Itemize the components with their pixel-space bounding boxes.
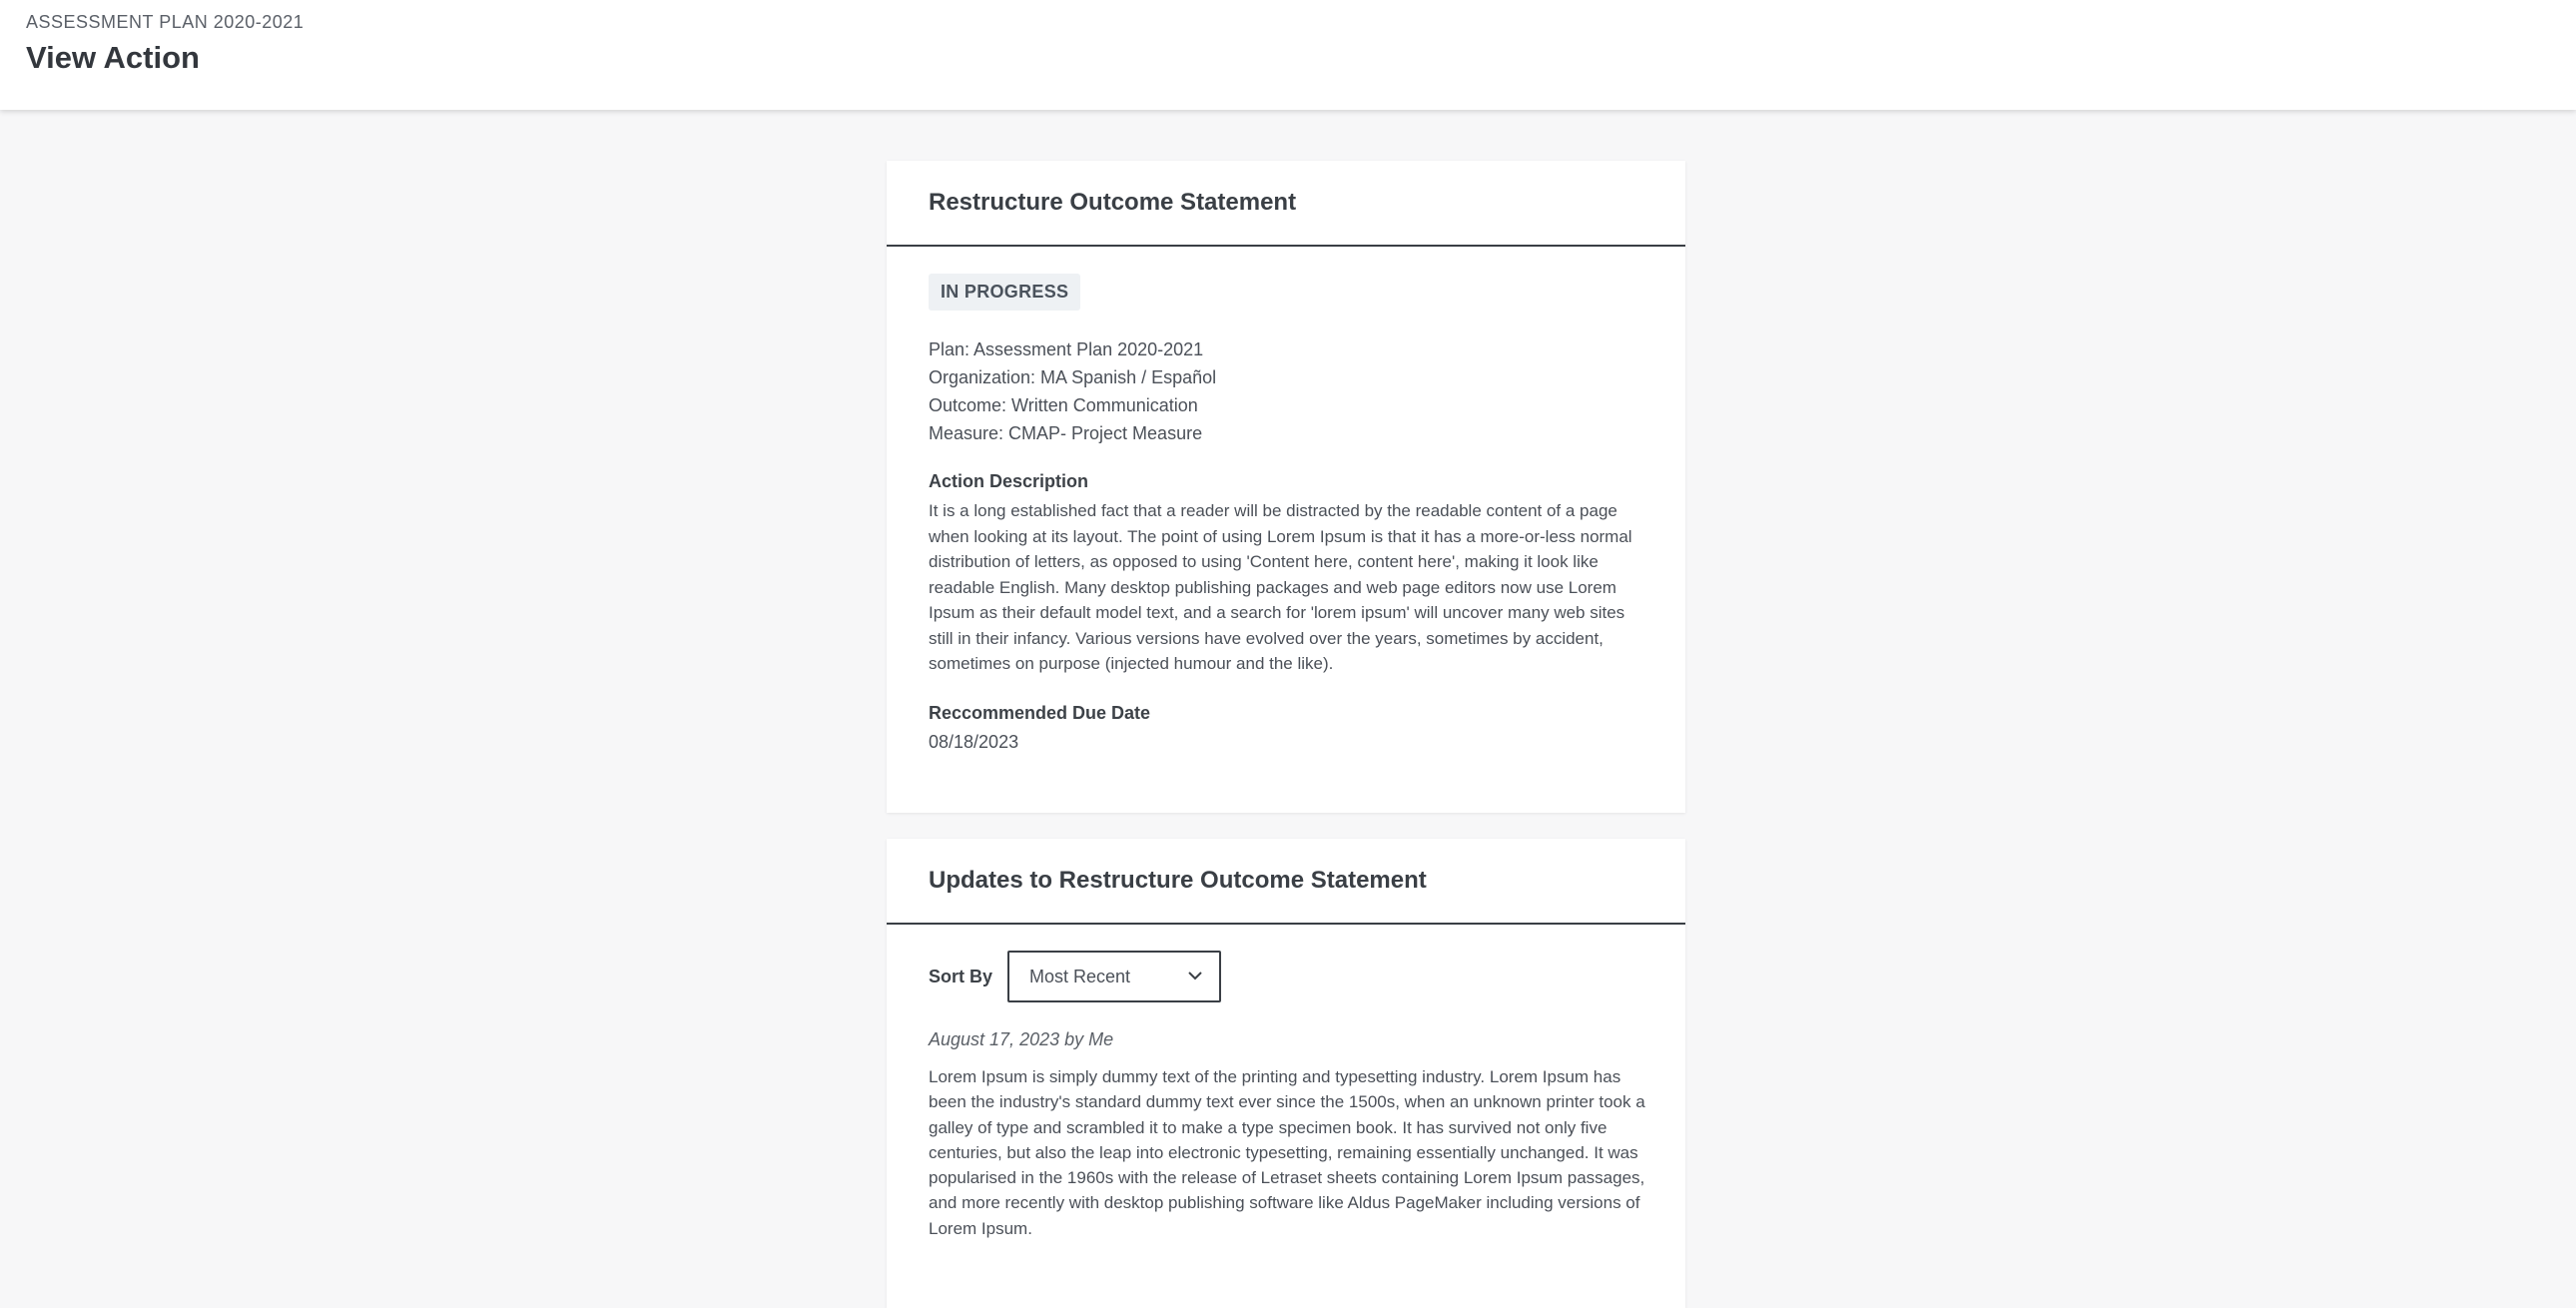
updates-card (887, 839, 1685, 1308)
due-date-value: 08/18/2023 (929, 731, 1019, 752)
update-meta: August 17, 2023 by Me (929, 1029, 1114, 1049)
action-description: It is a long established fact that a reader will be distracted by the readable content of a page when looking at its layout. The point of using Lorem Ipsum is that it has a more-or-less normal distribution of letters, as opposed to using 'Content here, content here', making it look like readable English. Many desktop publishing packages and web page editors now use Lorem Ipsum as their default model text, and a search for 'lorem ipsum' will uncover many web sites still in their infancy. Various versions have evolved over the years, sometimes by accident, sometimes on purpose (injected humour and the like). (929, 501, 1632, 673)
update-text: Lorem Ipsum is simply dummy text of the printing and typesetting industry. Lorem Ipsum has been the industry's standard dummy text ever since the 1500s, when an unknown printer took a galley of type and scrambled it to make a type specimen book. It has survived not only five centuries, but also the leap into electronic typesetting, remaining essentially unchanged. It was popularised in the 1960s with the release of Letraset sheets containing Lorem Ipsum passages, and more recently with desktop publishing software like Aldus PageMaker including versions of Lorem Ipsum. (929, 1067, 1645, 1238)
action-card-body (887, 247, 1685, 753)
page-title: View Action (26, 40, 200, 75)
action-card (887, 161, 1685, 813)
chevron-down-icon (1187, 968, 1203, 985)
plan-breadcrumb: ASSESSMENT PLAN 2020-2021 (26, 12, 305, 32)
due-date-label: Reccommended Due Date (929, 702, 1151, 723)
action-description-label: Action Description (929, 471, 1089, 491)
organization-meta: Organization: MA Spanish / Español (929, 367, 1217, 387)
updates-title: Updates to Restructure Outcome Statement (929, 867, 1427, 894)
sort-row (929, 951, 1643, 1002)
action-title: Restructure Outcome Statement (929, 189, 1297, 216)
updates-card-header (887, 839, 1685, 925)
plan-meta: Plan: Assessment Plan 2020-2021 (929, 339, 1204, 359)
update-item (929, 1029, 1643, 1241)
outcome-meta: Outcome: Written Communication (929, 395, 1198, 415)
updates-card-body (887, 951, 1685, 1241)
action-card-header (887, 161, 1685, 247)
sort-select-value: Most Recent (1029, 966, 1131, 986)
sort-select[interactable] (1007, 951, 1221, 1002)
status-badge: IN PROGRESS (929, 274, 1080, 311)
page-header (0, 0, 2576, 110)
sort-label: Sort By (929, 966, 993, 986)
action-meta (929, 335, 1643, 447)
measure-meta: Measure: CMAP- Project Measure (929, 423, 1203, 443)
